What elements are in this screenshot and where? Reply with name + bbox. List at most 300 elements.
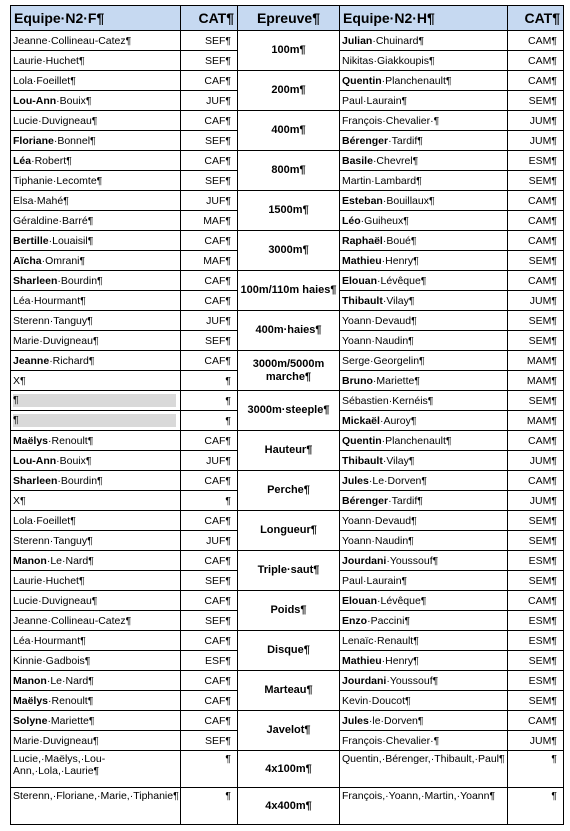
team-h-athlete — [340, 131, 508, 151]
team-f-category: SEF¶ — [181, 331, 238, 351]
team-f-category: MAF¶ — [181, 251, 238, 271]
table-row — [11, 511, 564, 531]
athlete-name-text: ·Vilay¶ — [382, 294, 415, 307]
athlete-name-text: Lola·Foeillet¶ — [13, 514, 76, 527]
team-h-category: SEM¶ — [508, 331, 564, 351]
team-h-athlete — [340, 711, 508, 731]
athlete-first-name: Jourdani — [342, 554, 387, 567]
athlete-name-text: ·Bouix¶ — [56, 94, 92, 107]
event-name: 400m¶ — [238, 111, 340, 151]
team-h-category: CAM¶ — [508, 51, 564, 71]
team-h-athlete — [340, 531, 508, 551]
team-f-athlete — [11, 31, 181, 51]
athlete-name-text: ·Renoult¶ — [48, 694, 94, 707]
table-row — [11, 271, 564, 291]
team-h-athlete — [340, 331, 508, 351]
team-h-athlete — [340, 411, 508, 431]
event-name: 800m¶ — [238, 151, 340, 191]
table-row — [11, 591, 564, 611]
athlete-name-text: Marie·Duvigneau¶ — [13, 334, 99, 347]
team-h-category: ESM¶ — [508, 151, 564, 171]
athlete-name-text: ·Bouillaux¶ — [382, 194, 435, 207]
team-h-athlete — [340, 511, 508, 531]
athlete-first-name: Bertille — [13, 234, 49, 247]
team-f-category: CAF¶ — [181, 291, 238, 311]
team-h-category: CAM¶ — [508, 231, 564, 251]
team-h-category: ESM¶ — [508, 611, 564, 631]
team-h-athlete — [340, 71, 508, 91]
team-h-category: MAM¶ — [508, 351, 564, 371]
table-row — [11, 671, 564, 691]
team-f-relay-members: Lucie,·Maëlys,·Lou-Ann,·Lola,·Laurie¶ — [11, 751, 181, 788]
athlete-first-name: Bruno — [342, 374, 373, 387]
team-f-relay-members: Sterenn,·Floriane,·Marie,·Tiphanie¶ — [11, 788, 181, 825]
athlete-name-text: ·Paccini¶ — [367, 614, 411, 627]
team-h-athlete — [340, 271, 508, 291]
event-name: 3000m¶ — [238, 231, 340, 271]
team-f-athlete — [11, 471, 181, 491]
athlete-first-name: Jules — [342, 474, 369, 487]
team-h-category: CAM¶ — [508, 191, 564, 211]
event-name: 4x100m¶ — [238, 751, 340, 788]
team-h-category: MAM¶ — [508, 411, 564, 431]
athlete-first-name: Raphaël — [342, 234, 383, 247]
team-f-category: ESF¶ — [181, 651, 238, 671]
team-f-athlete — [11, 711, 181, 731]
athlete-name-text: Sterenn·Tanguy¶ — [13, 534, 93, 547]
athlete-name-text: ·Louaisil¶ — [48, 234, 94, 247]
athlete-first-name: Bérenger — [342, 494, 389, 507]
team-h-athlete — [340, 391, 508, 411]
team-h-category: CAM¶ — [508, 71, 564, 91]
team-h-category: ESM¶ — [508, 671, 564, 691]
athlete-name-text: Lenaïc·Renault¶ — [342, 634, 419, 647]
athlete-name-text: ·Bourdin¶ — [57, 474, 103, 487]
team-h-athlete — [340, 471, 508, 491]
team-f-athlete — [11, 211, 181, 231]
team-h-athlete — [340, 671, 508, 691]
team-h-athlete — [340, 571, 508, 591]
athlete-name-text: ·le·Dorven¶ — [368, 714, 424, 727]
team-h-athlete — [340, 451, 508, 471]
team-h-category: JUM¶ — [508, 731, 564, 751]
team-f-athlete — [11, 591, 181, 611]
athlete-name-text: Lucie·Duvigneau¶ — [13, 114, 98, 127]
athlete-first-name: Solyne — [13, 714, 48, 727]
athlete-name-text: Laurie·Huchet¶ — [13, 574, 85, 587]
team-h-relay-members: Quentin,·Bérenger,·Thibault,·Paul¶ — [340, 751, 508, 788]
athlete-first-name: Elouan — [342, 594, 378, 607]
team-h-athlete — [340, 51, 508, 71]
athlete-first-name: Mathieu — [342, 654, 382, 667]
header-event: Epreuve¶ — [238, 6, 340, 31]
team-f-athlete — [11, 451, 181, 471]
table-row — [11, 431, 564, 451]
team-f-athlete — [11, 271, 181, 291]
team-f-category: ¶ — [181, 391, 238, 411]
athlete-name-text: ·Richard¶ — [49, 354, 95, 367]
team-f-category: MAF¶ — [181, 211, 238, 231]
team-f-athlete — [11, 731, 181, 751]
team-f-category: SEF¶ — [181, 51, 238, 71]
athlete-name-text: ·Planchenault¶ — [381, 434, 452, 447]
athlete-name-text: Paul·Laurain¶ — [342, 94, 408, 107]
table-row — [11, 111, 564, 131]
team-f-category: CAF¶ — [181, 351, 238, 371]
athlete-name-text: ¶ — [13, 414, 19, 426]
athlete-first-name: Mathieu — [342, 254, 382, 267]
team-h-athlete — [340, 591, 508, 611]
athlete-first-name: Quentin — [342, 74, 382, 87]
team-f-category: CAF¶ — [181, 471, 238, 491]
athlete-name-text: ·Bourdin¶ — [57, 274, 103, 287]
team-f-category: CAF¶ — [181, 711, 238, 731]
table-row — [11, 231, 564, 251]
team-h-category: JUM¶ — [508, 131, 564, 151]
event-name: 3000m·steeple¶ — [238, 391, 340, 431]
header-team-h: Equipe·N2·H¶ — [340, 6, 508, 31]
header-cat-h: CAT¶ — [508, 6, 564, 31]
athlete-first-name: Lou-Ann — [13, 454, 57, 467]
team-f-athlete — [11, 91, 181, 111]
athlete-first-name: Maëlys — [13, 694, 49, 707]
team-f-category: JUF¶ — [181, 91, 238, 111]
team-f-athlete — [11, 111, 181, 131]
team-h-category: CAM¶ — [508, 211, 564, 231]
team-h-athlete — [340, 231, 508, 251]
event-name: Disque¶ — [238, 631, 340, 671]
athlete-name-text: ·Vilay¶ — [382, 454, 415, 467]
athlete-name-text: Lucie·Duvigneau¶ — [13, 594, 98, 607]
team-h-category: SEM¶ — [508, 511, 564, 531]
table-row — [11, 391, 564, 411]
athlete-name-text: Yoann·Devaud¶ — [342, 514, 417, 527]
athlete-name-text: ·Le·Dorven¶ — [368, 474, 428, 487]
team-f-athlete — [11, 431, 181, 451]
relay-row — [11, 751, 564, 788]
athlete-first-name: Jules — [342, 714, 369, 727]
athlete-name-text: François·Chevalier·¶ — [342, 114, 440, 127]
team-f-category: CAF¶ — [181, 591, 238, 611]
athlete-name-text: ·Le·Nard¶ — [46, 554, 94, 567]
team-h-category: CAM¶ — [508, 271, 564, 291]
team-f-category: CAF¶ — [181, 551, 238, 571]
athlete-name-text: ·Mariette¶ — [372, 374, 420, 387]
team-f-athlete — [11, 151, 181, 171]
athlete-name-text: Jeanne·Collineau-Catez¶ — [13, 34, 132, 47]
athlete-name-text: ·Le·Nard¶ — [46, 674, 94, 687]
athlete-name-text: Paul·Laurain¶ — [342, 574, 408, 587]
team-f-athlete — [11, 51, 181, 71]
athlete-name-text: Serge·Georgelin¶ — [342, 354, 425, 367]
athlete-name-text: ¶ — [13, 394, 19, 406]
event-name: 4x400m¶ — [238, 788, 340, 825]
athlete-name-text: Elsa·Mahé¶ — [13, 194, 69, 207]
athlete-name-text: X¶ — [13, 374, 26, 387]
table-row — [11, 311, 564, 331]
athlete-first-name: Manon — [13, 554, 47, 567]
team-h-relay-members: François,·Yoann,·Martin,·Yoann¶ — [340, 788, 508, 825]
team-f-athlete — [11, 551, 181, 571]
team-h-athlete — [340, 611, 508, 631]
team-f-category: JUF¶ — [181, 311, 238, 331]
athlete-name-text: ·Youssouf¶ — [386, 674, 439, 687]
event-name: Marteau¶ — [238, 671, 340, 711]
team-h-category: SEM¶ — [508, 651, 564, 671]
team-table-sheet — [10, 5, 564, 825]
athlete-name-text: ·Chevrel¶ — [372, 154, 419, 167]
athlete-name-text: Lola·Foeillet¶ — [13, 74, 76, 87]
team-h-athlete — [340, 371, 508, 391]
athlete-name-text: ·Bouix¶ — [56, 454, 92, 467]
team-f-category: CAF¶ — [181, 511, 238, 531]
header-team-f: Equipe·N2·F¶ — [11, 6, 181, 31]
team-h-category: SEM¶ — [508, 531, 564, 551]
team-h-category: SEM¶ — [508, 571, 564, 591]
athlete-name-text: ·Lévêque¶ — [377, 594, 427, 607]
team-f-athlete — [11, 191, 181, 211]
team-h-category: JUM¶ — [508, 291, 564, 311]
athlete-name-text: ·Tardif¶ — [388, 134, 423, 147]
team-f-athlete — [11, 351, 181, 371]
event-name: Hauteur¶ — [238, 431, 340, 471]
team-f-category: ¶ — [181, 371, 238, 391]
team-f-category: CAF¶ — [181, 431, 238, 451]
athlete-name-text: ·Mariette¶ — [47, 714, 95, 727]
athlete-name-text: ·Lévêque¶ — [377, 274, 427, 287]
athlete-first-name: Quentin — [342, 434, 382, 447]
team-h-athlete — [340, 31, 508, 51]
team-f-athlete — [11, 331, 181, 351]
team-f-category: SEF¶ — [181, 731, 238, 751]
team-h-category: SEM¶ — [508, 691, 564, 711]
team-f-athlete — [11, 391, 181, 411]
event-name: Longueur¶ — [238, 511, 340, 551]
athlete-name-text: ·Robert¶ — [31, 154, 72, 167]
team-f-category: CAF¶ — [181, 151, 238, 171]
athlete-name-text: Sébastien·Kernéis¶ — [342, 394, 434, 407]
team-h-category: JUM¶ — [508, 111, 564, 131]
athlete-name-text: ·Henry¶ — [381, 254, 419, 267]
team-h-athlete — [340, 251, 508, 271]
team-h-category: SEM¶ — [508, 171, 564, 191]
event-name: Triple·saut¶ — [238, 551, 340, 591]
athlete-name-text: ·Bonnel¶ — [53, 134, 96, 147]
athlete-first-name: Esteban — [342, 194, 383, 207]
athlete-name-text: ·Planchenault¶ — [381, 74, 452, 87]
team-f-category: SEF¶ — [181, 131, 238, 151]
table-row — [11, 191, 564, 211]
athlete-first-name: Sharleen — [13, 274, 58, 287]
athlete-name-text: ·Tardif¶ — [388, 494, 423, 507]
team-h-category: ¶ — [508, 751, 564, 788]
event-name: 3000m/5000m marche¶ — [238, 351, 340, 391]
team-f-category: ¶ — [181, 491, 238, 511]
table-row — [11, 151, 564, 171]
team-h-athlete — [340, 431, 508, 451]
table-row — [11, 551, 564, 571]
athlete-first-name: Jeanne — [13, 354, 50, 367]
team-f-category: CAF¶ — [181, 271, 238, 291]
athlete-name-text: Léa·Hourmant¶ — [13, 294, 86, 307]
team-f-athlete — [11, 671, 181, 691]
team-f-athlete — [11, 371, 181, 391]
redacted-name-block — [13, 394, 176, 407]
team-h-category: ¶ — [508, 788, 564, 825]
athlete-name-text: ·Guiheux¶ — [360, 214, 409, 227]
team-h-athlete — [340, 111, 508, 131]
team-f-category: ¶ — [181, 751, 238, 788]
athlete-name-text: Martin·Lambard¶ — [342, 174, 422, 187]
athlete-name-text: Kinnie·Gadbois¶ — [13, 654, 91, 667]
team-f-athlete — [11, 171, 181, 191]
team-h-athlete — [340, 631, 508, 651]
athlete-first-name: Jourdani — [342, 674, 387, 687]
team-f-athlete — [11, 491, 181, 511]
team-roster-table — [10, 5, 564, 825]
table-row — [11, 31, 564, 51]
team-f-athlete — [11, 311, 181, 331]
team-h-athlete — [340, 151, 508, 171]
event-name: 100m¶ — [238, 31, 340, 71]
event-name: Poids¶ — [238, 591, 340, 631]
athlete-name-text: Yoann·Devaud¶ — [342, 314, 417, 327]
team-f-athlete — [11, 291, 181, 311]
athlete-name-text: Géraldine·Barré¶ — [13, 214, 94, 227]
athlete-name-text: ·Omrani¶ — [41, 254, 86, 267]
team-h-athlete — [340, 91, 508, 111]
athlete-first-name: Aïcha — [13, 254, 42, 267]
team-h-athlete — [340, 191, 508, 211]
team-f-athlete — [11, 251, 181, 271]
team-f-category: SEF¶ — [181, 571, 238, 591]
team-f-category: SEF¶ — [181, 31, 238, 51]
team-f-category: CAF¶ — [181, 111, 238, 131]
redacted-name-block — [13, 414, 176, 427]
team-f-category: ¶ — [181, 788, 238, 825]
athlete-name-text: Tiphanie·Lecomte¶ — [13, 174, 103, 187]
team-f-category: CAF¶ — [181, 71, 238, 91]
header-row — [11, 6, 564, 31]
team-f-category: JUF¶ — [181, 531, 238, 551]
event-name: 400m·haies¶ — [238, 311, 340, 351]
athlete-name-text: Nikitas·Giakkoupis¶ — [342, 54, 435, 67]
team-h-athlete — [340, 651, 508, 671]
team-f-athlete — [11, 691, 181, 711]
team-f-athlete — [11, 531, 181, 551]
team-h-category: CAM¶ — [508, 471, 564, 491]
athlete-first-name: Maëlys — [13, 434, 49, 447]
table-row — [11, 471, 564, 491]
team-h-athlete — [340, 351, 508, 371]
event-name: 100m/110m haies¶ — [238, 271, 340, 311]
athlete-name-text: Yoann·Naudin¶ — [342, 534, 414, 547]
table-row — [11, 631, 564, 651]
athlete-first-name: Enzo — [342, 614, 368, 627]
team-h-category: CAM¶ — [508, 431, 564, 451]
table-row — [11, 71, 564, 91]
team-f-athlete — [11, 571, 181, 591]
athlete-name-text: ·Boué¶ — [382, 234, 417, 247]
team-h-athlete — [340, 171, 508, 191]
athlete-name-text: Kevin·Doucot¶ — [342, 694, 411, 707]
athlete-name-text: Jeanne·Collineau-Catez¶ — [13, 614, 132, 627]
team-h-category: JUM¶ — [508, 451, 564, 471]
athlete-first-name: Julian — [342, 34, 373, 47]
athlete-name-text: Sterenn·Tanguy¶ — [13, 314, 93, 327]
athlete-first-name: Floriane — [13, 134, 54, 147]
athlete-name-text: Marie·Duvigneau¶ — [13, 734, 99, 747]
athlete-first-name: Léo — [342, 214, 361, 227]
team-h-athlete — [340, 731, 508, 751]
athlete-first-name: Bérenger — [342, 134, 389, 147]
team-f-category: CAF¶ — [181, 691, 238, 711]
team-f-category: ¶ — [181, 411, 238, 431]
athlete-name-text: Yoann·Naudin¶ — [342, 334, 414, 347]
team-h-category: MAM¶ — [508, 371, 564, 391]
athlete-first-name: Thibault — [342, 294, 383, 307]
team-h-category: JUM¶ — [508, 491, 564, 511]
athlete-name-text: Laurie·Huchet¶ — [13, 54, 85, 67]
team-f-athlete — [11, 71, 181, 91]
team-f-athlete — [11, 411, 181, 431]
event-name: Perche¶ — [238, 471, 340, 511]
team-h-category: ESM¶ — [508, 631, 564, 651]
team-f-athlete — [11, 611, 181, 631]
team-f-category: CAF¶ — [181, 231, 238, 251]
table-row — [11, 711, 564, 731]
team-h-category: CAM¶ — [508, 591, 564, 611]
team-f-athlete — [11, 231, 181, 251]
team-f-athlete — [11, 651, 181, 671]
team-h-category: SEM¶ — [508, 391, 564, 411]
athlete-first-name: Mickaël — [342, 414, 380, 427]
team-f-athlete — [11, 631, 181, 651]
athlete-name-text: X¶ — [13, 494, 26, 507]
team-f-category: CAF¶ — [181, 631, 238, 651]
athlete-first-name: Sharleen — [13, 474, 58, 487]
athlete-name-text: ·Henry¶ — [381, 654, 419, 667]
team-f-category: SEF¶ — [181, 171, 238, 191]
athlete-first-name: Basile — [342, 154, 373, 167]
team-h-athlete — [340, 311, 508, 331]
team-f-athlete — [11, 131, 181, 151]
team-f-category: CAF¶ — [181, 671, 238, 691]
athlete-name-text: François·Chevalier·¶ — [342, 734, 440, 747]
athlete-first-name: Lou-Ann — [13, 94, 57, 107]
header-cat-f: CAT¶ — [181, 6, 238, 31]
team-h-athlete — [340, 551, 508, 571]
team-f-category: SEF¶ — [181, 611, 238, 631]
athlete-name-text: ·Renoult¶ — [48, 434, 94, 447]
athlete-name-text: ·Youssouf¶ — [386, 554, 439, 567]
team-f-athlete — [11, 511, 181, 531]
athlete-name-text: ·Chuinard¶ — [372, 34, 425, 47]
team-h-category: SEM¶ — [508, 311, 564, 331]
athlete-first-name: Léa — [13, 154, 32, 167]
team-h-athlete — [340, 291, 508, 311]
event-name: 200m¶ — [238, 71, 340, 111]
team-h-category: SEM¶ — [508, 91, 564, 111]
team-h-athlete — [340, 491, 508, 511]
team-h-category: CAM¶ — [508, 31, 564, 51]
team-h-athlete — [340, 211, 508, 231]
athlete-first-name: Elouan — [342, 274, 378, 287]
team-f-category: JUF¶ — [181, 191, 238, 211]
team-h-category: CAM¶ — [508, 711, 564, 731]
team-h-athlete — [340, 691, 508, 711]
event-name: 1500m¶ — [238, 191, 340, 231]
